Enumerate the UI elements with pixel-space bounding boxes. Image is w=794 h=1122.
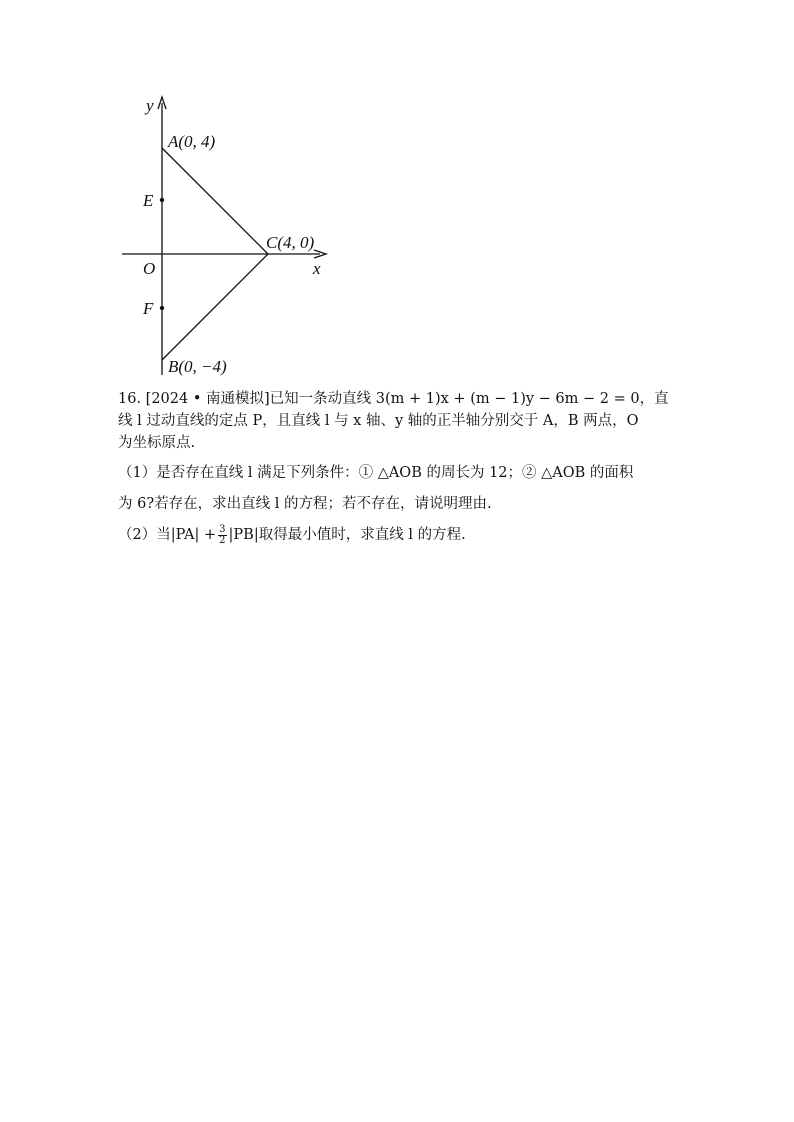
- stem-line-3: 为坐标原点.: [118, 435, 196, 451]
- problem-stem: [118, 388, 678, 454]
- segment-AC: [162, 148, 268, 254]
- fraction-numerator: 3: [219, 523, 226, 535]
- part-2-prefix: （2）当|PA| +: [118, 527, 217, 543]
- stem-line-1: 16. [2024 • 南通模拟]已知一条动直线 3(m + 1)x + (m − 1)y − 6m − 2 = 0，直: [118, 391, 669, 407]
- point-F-dot: [160, 306, 164, 310]
- point-E-dot: [160, 198, 164, 202]
- fraction-three-halves: [218, 525, 226, 546]
- problem-16: [118, 388, 678, 551]
- part-2: [118, 520, 678, 551]
- point-A-label: A(0, 4): [168, 132, 216, 151]
- stem-line-2: 线 l 过动直线的定点 P，且直线 l 与 x 轴、y 轴的正半轴分别交于 A，B 两点，O: [118, 413, 639, 429]
- part-2-suffix: |PB|取得最小值时，求直线 l 的方程.: [228, 527, 466, 543]
- point-E-label: E: [143, 191, 154, 210]
- point-C-label: C(4, 0): [266, 233, 315, 252]
- point-B-label: B(0, −4): [168, 357, 227, 376]
- part-1-line-2: 为 6?若存在，求出直线 l 的方程；若不存在，请说明理由.: [118, 496, 492, 512]
- y-axis-label: y: [146, 96, 154, 115]
- segment-BC: [162, 254, 268, 360]
- fraction-denominator: 2: [219, 534, 226, 546]
- x-axis-label: x: [313, 259, 321, 278]
- part-1-line-1: （1）是否存在直线 l 满足下列条件：① △AOB 的周长为 12；② △AOB 的面积: [118, 465, 634, 481]
- coordinate-figure: [110, 85, 350, 385]
- point-F-label: F: [143, 299, 154, 318]
- origin-label: O: [143, 259, 156, 278]
